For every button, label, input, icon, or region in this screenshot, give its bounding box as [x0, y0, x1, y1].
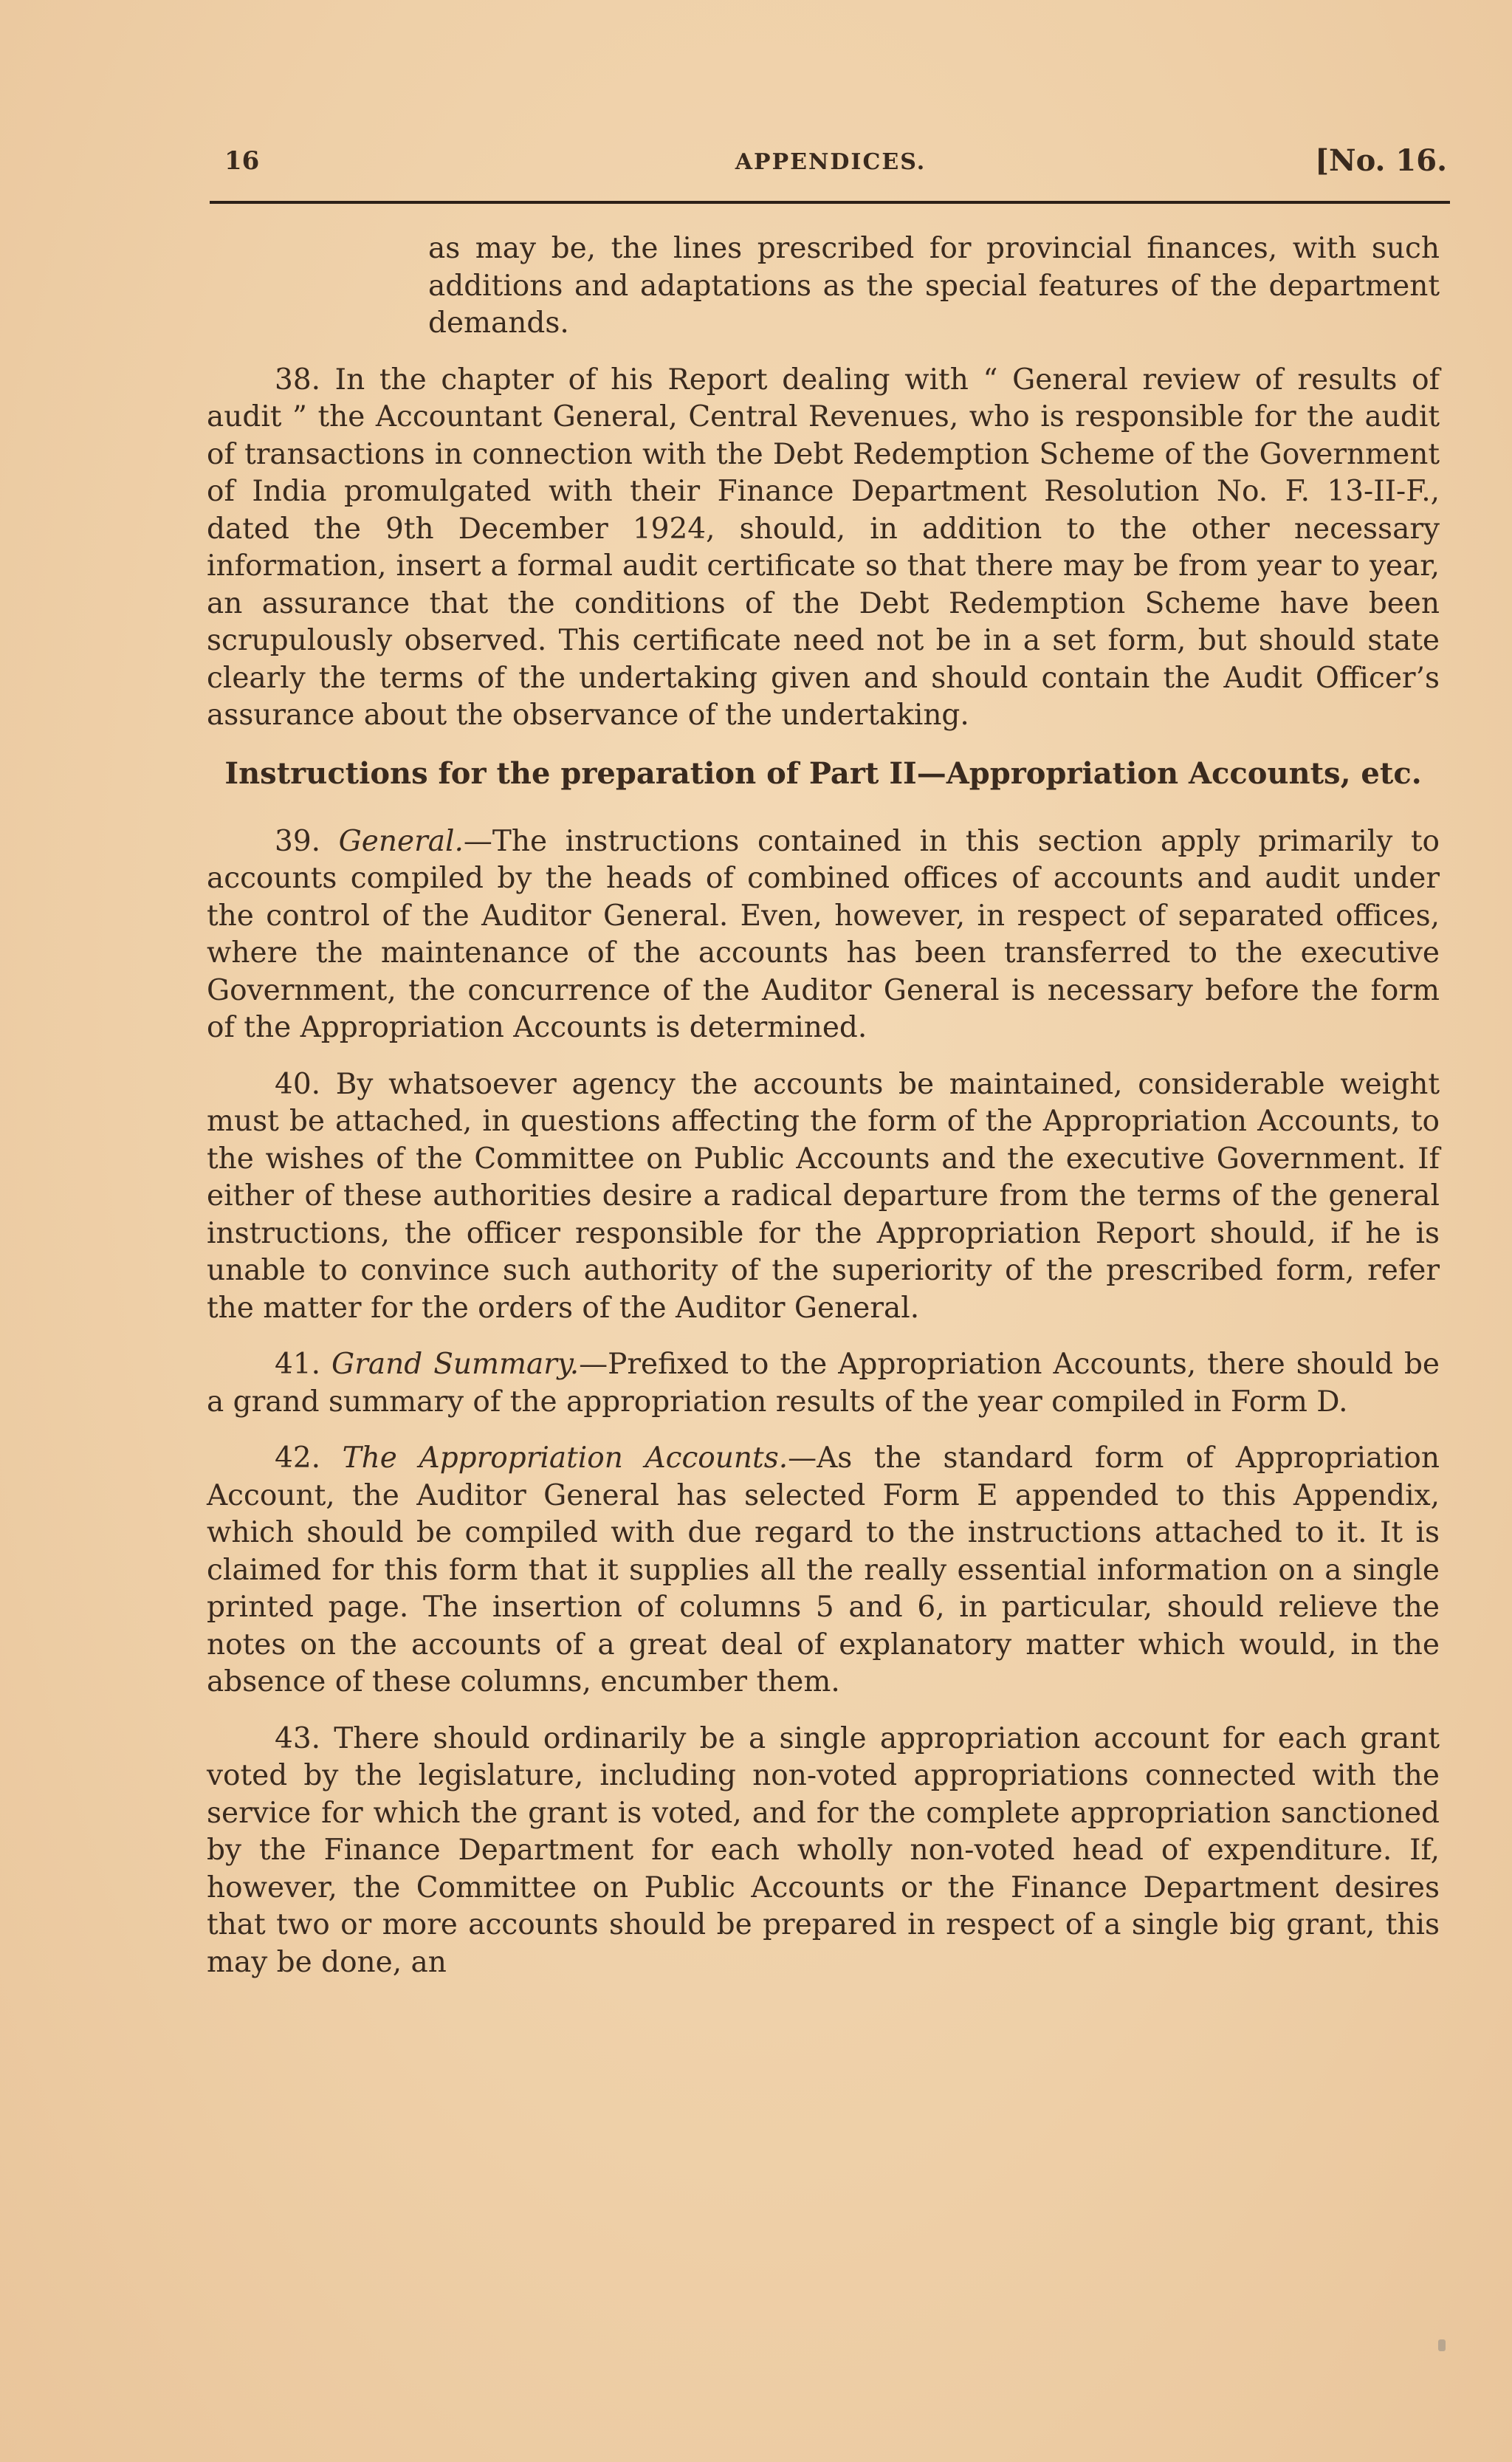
paragraph-41-number: 41. [275, 1348, 332, 1381]
section-heading: Instructions for the preparation of Part II—Appropriation Accounts, etc. [224, 755, 1422, 791]
running-header [214, 140, 1447, 192]
header-rule [210, 201, 1450, 204]
paragraph-continuation: as may be, the lines prescribed for provincial finances, with such additions and adaptations as the special features of the department demands. [428, 232, 1440, 340]
document-number: [No. 16. [1315, 143, 1447, 178]
running-title: APPENDICES. [735, 149, 927, 175]
paragraph-41 [207, 1346, 1440, 1421]
paragraph-43: 43. There should ordinarily be a single appropriation account for each grant voted by the legislature, including non-voted appropriations connected with the service for which the grant is voted, and for the complete appropriation sanctioned by the Finance Department for each wholly non-voted head of expenditure. If, however, the Committee on Public Accounts or the Finance Department desires that two or more accounts should be prepared in respect of a single big grant, this may be done, an [207, 1721, 1440, 1979]
body-text [207, 230, 1440, 2000]
paragraph-39-title: General. [338, 824, 464, 858]
paper-mark [1438, 2339, 1446, 2351]
paragraph-42-text: —As the standard form of Appropriation Account, the Auditor General has selected Form E appended to this Appendix, which should be compiled with due regard to the instructions attached to it. It is claimed for this form that it supplies all the really essential information on a single printed page. The insertion of columns 5 and 6, in particular, should relieve the notes on the accounts of a great deal of explanatory matter which would, in the absence of these columns, encumber them. [207, 1441, 1440, 1698]
paragraph-39-text: —The instructions contained in this section apply primarily to accounts compiled by the heads of combined offices of accounts and audit under the control of the Auditor General. Even, however, in respect of separated offices, where the maintenance of the accounts has been transferred to the executive Government, the concurrence of the Auditor General is necessary before the form of the Appropriation Accounts is determined. [207, 824, 1440, 1044]
paragraph-38: 38. In the chapter of his Report dealing with “ General review of results of audit ” the Accountant General, Central Revenues, who is responsible for the audit of transactions in connection with the Debt Redemption Scheme of the Government of India promulgated with their Finance Department Resolution No. F. 13-II-F., dated the 9th December 1924, should, in addition to the other necessary information, insert a formal audit certificate so that there may be from year to year, an assurance that the conditions of the Debt Redemption Scheme have been scrupulously observed. This certificate need not be in a set form, but should state clearly the terms of the undertaking given and should contain the Audit Officer’s assurance about the observance of the undertaking. [207, 363, 1440, 732]
paragraph-39 [207, 823, 1440, 1047]
paragraph-42-number: 42. [275, 1441, 343, 1475]
page-number: 16 [224, 146, 260, 176]
paragraph-39-number: 39. [275, 824, 339, 858]
paragraph-41-text: —Prefixed to the Appropriation Accounts, there should be a grand summary of the appropriation results of the year compiled in Form D. [207, 1348, 1440, 1419]
paragraph-41-title: Grand Summary. [331, 1348, 580, 1381]
paragraph-42-title: The Appropriation Accounts. [342, 1441, 788, 1475]
paragraph-42 [207, 1440, 1440, 1701]
paragraph-40: 40. By whatsoever agency the accounts be maintained, considerable weight must be attached, in questions affecting the form of the Appropriation Accounts, to the wishes of the Committee on Public Accounts and the executive Government. If either of these authorities desire a radical departure from the terms of the general instructions, the officer responsible for the Appropriation Report should, if he is unable to convince such authority of the superiority of the prescribed form, refer the matter for the orders of the Auditor General. [207, 1067, 1440, 1325]
